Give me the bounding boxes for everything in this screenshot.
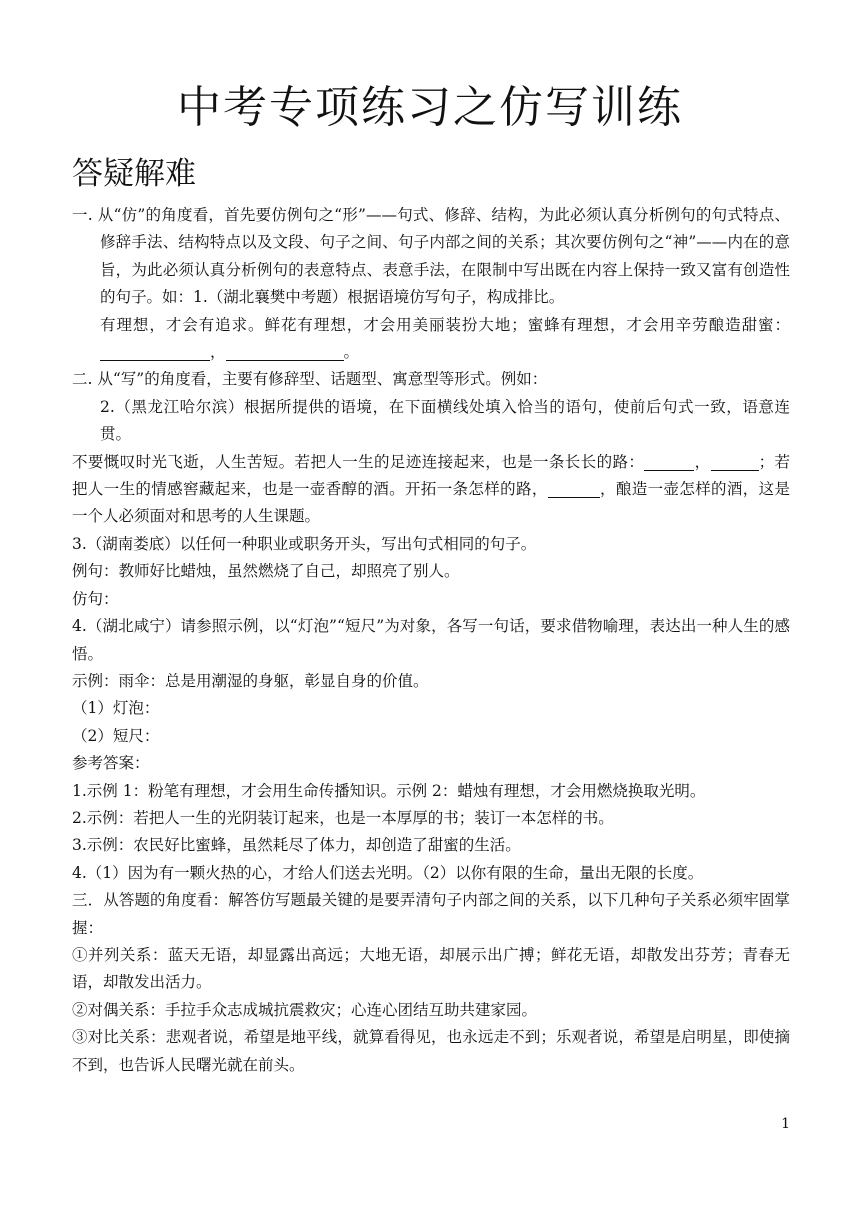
question-4-item-2: （2）短尺：	[72, 726, 160, 745]
page-number: 1	[781, 1116, 790, 1132]
punctuation: ，	[694, 452, 711, 471]
answers-heading: 参考答案：	[72, 754, 150, 773]
section-heading: 答疑解难	[72, 156, 196, 192]
question-3-example: 例句：教师好比蜡烛，虽然燃烧了自己，却照亮了别人。	[72, 562, 460, 581]
answer-1: 1.示例 1：粉笔有理想，才会用生命传播知识。示例 2：蜡烛有理想，才会用燃烧换取光明。	[72, 781, 706, 800]
document-body	[72, 202, 790, 1079]
paragraph-imitation-intro: 一. 从“仿”的角度看，首先要仿例句之“形”——句式、修辞、结构，为此必须认真分析例句的句式特点、修辞手法、结构特点以及文段、句子之间、句子内部之间的关系；其次要仿例句之“神”——内在的意旨，为此必须认真分析例句的表意特点、表意手法，在限制中写出既在内容上保持一致又富有创造性的句子。如：1.（湖北襄樊中考题）根据语境仿写句子，构成排比。	[72, 206, 790, 307]
example-1-text: 有理想，才会有追求。鲜花有理想，才会用美丽装扮大地；蜜蜂有理想，才会用辛劳酿造甜蜜：	[100, 315, 790, 334]
answer-blank	[226, 342, 344, 361]
answer-blank	[548, 479, 600, 498]
answer-4: 4.（1）因为有一颗火热的心，才给人们送去光明。（2）以你有限的生命，量出无限的长度。	[72, 863, 704, 882]
answer-2: 2.示例：若把人一生的光阴装订起来，也是一本厚厚的书；装订一本怎样的书。	[72, 808, 614, 827]
question-2-context	[72, 449, 790, 531]
answer-blank	[711, 452, 759, 471]
question-2-text-c: ，酿造一壶怎样的酒，这是一个人必须面对和思考的人生课题。	[72, 480, 790, 526]
paragraph-answering-angle: 三．从答题的角度看：解答仿写题最关键的是要弄清句子内部之间的关系，以下几种句子关系必须牢固掌握：	[72, 891, 790, 937]
answer-blank	[644, 452, 694, 471]
relation-antithesis: ②对偶关系：手拉手众志成城抗震救灾；心连心团结互助共建家园。	[72, 1000, 538, 1019]
punctuation: 。	[343, 343, 360, 362]
question-3-answer-label: 仿句：	[72, 589, 119, 608]
answer-blank	[100, 342, 210, 361]
question-4-example: 示例：雨伞：总是用潮湿的身躯，彰显自身的价值。	[72, 671, 429, 690]
question-3-prompt: 3.（湖南娄底）以任何一种职业或职务开头，写出句式相同的句子。	[72, 534, 537, 553]
question-2-text-a: 不要慨叹时光飞逝，人生苦短。若把人一生的足迹连接起来，也是一条长长的路：	[72, 452, 645, 471]
document-title: 中考专项练习之仿写训练	[177, 82, 683, 133]
answer-3: 3.示例：农民好比蜜蜂，虽然耗尽了体力，却创造了甜蜜的生活。	[72, 836, 521, 855]
question-2-text-b: ；若把人一生的情感窖藏起来，也是一壶香醇的酒。开拓一条怎样的路，	[72, 452, 790, 499]
question-2-prompt: 2.（黑龙江哈尔滨）根据所提供的语境，在下面横线处填入恰当的语句，使前后句式一致，语意连贯。	[100, 397, 790, 444]
question-4-item-1: （1）灯泡：	[72, 699, 160, 718]
relation-parallel: ①并列关系：蓝天无语，却显露出高远；大地无语，却展示出广搏；鲜花无语，却散发出芬芳；青春无语，却散发出活力。	[72, 945, 790, 992]
relation-contrast: ③对比关系：悲观者说，希望是地平线，就算看得见，也永远走不到；乐观者说，希望是启明星，即使摘不到，也告诉人民曙光就在前头。	[72, 1028, 790, 1074]
question-4-prompt: 4.（湖北咸宁）请参照示例，以“灯泡”“短尺”为对象，各写一句话，要求借物喻理，表达出一种人生的感悟。	[72, 617, 790, 663]
paragraph-example-1	[72, 312, 790, 367]
punctuation: ，	[210, 343, 226, 362]
paragraph-writing-types: 二. 从“写”的角度看，主要有修辞型、话题型、寓意型等形式。例如：	[72, 370, 548, 389]
